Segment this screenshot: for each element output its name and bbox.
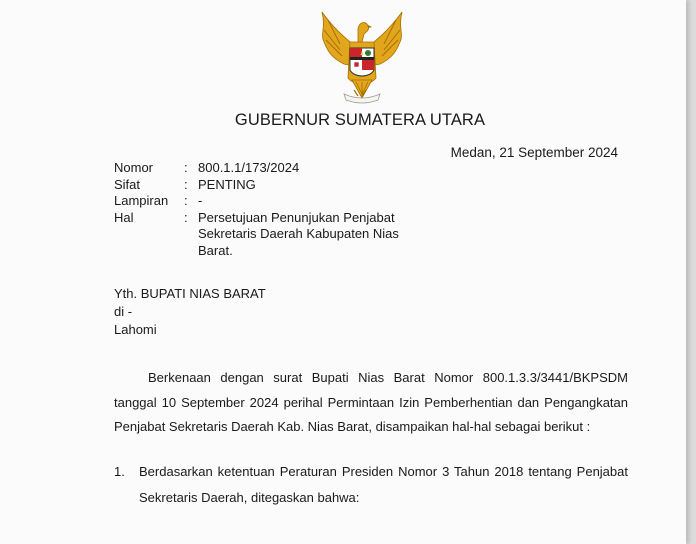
meta-row-nomor bbox=[114, 160, 458, 177]
meta-colon: : bbox=[184, 160, 188, 175]
meta-value: - bbox=[198, 193, 203, 208]
addressee-place: Lahomi bbox=[114, 322, 157, 337]
meta-label: Hal bbox=[114, 209, 134, 225]
garuda-emblem-icon bbox=[314, 8, 410, 108]
meta-value: 800.1.1/173/2024 bbox=[198, 160, 300, 175]
body-section bbox=[114, 366, 628, 440]
meta-colon: : bbox=[184, 176, 188, 192]
addressee-name: Yth. BUPATI NIAS BARAT bbox=[114, 286, 266, 301]
body-paragraph: Berkenaan dengan surat Bupati Nias Barat Nomor 800.1.3.3/3441/BKPSDM tanggal 10 September 2024 perihal Permintaan Izin Pemberhentian dan Pengangkatan Penjabat Sekretaris Daerah Kab. Nias Barat, disampaikan hal-hal sebagai berikut : bbox=[114, 370, 628, 434]
letter-meta-block bbox=[114, 160, 458, 259]
meta-value: Persetujuan Penunjukan Penjabat Sekretaris Daerah Kabupaten Nias Barat. bbox=[198, 209, 399, 258]
meta-row-lampiran bbox=[114, 193, 458, 210]
meta-colon: : bbox=[184, 193, 188, 208]
meta-label: Sifat bbox=[114, 176, 141, 192]
meta-row-sifat bbox=[114, 177, 458, 194]
addressee-di: di - bbox=[114, 304, 133, 319]
letter-heading: GUBERNUR SUMATERA UTARA bbox=[234, 111, 486, 129]
list-item bbox=[114, 459, 628, 511]
meta-row-hal bbox=[114, 210, 458, 260]
list-item-number: 1. bbox=[114, 464, 125, 479]
letter-date: Medan, 21 September 2024 bbox=[450, 145, 618, 160]
list-item-text: Berdasarkan ketentuan Peraturan Presiden Nomor 3 Tahun 2018 tentang Penjabat Sekretaris Daerah, ditegaskan bahwa: bbox=[139, 464, 628, 505]
meta-colon: : bbox=[184, 209, 188, 225]
meta-label: Lampiran bbox=[114, 193, 169, 208]
meta-label: Nomor bbox=[114, 160, 154, 175]
addressee-block bbox=[114, 285, 266, 339]
meta-value: PENTING bbox=[198, 176, 256, 192]
